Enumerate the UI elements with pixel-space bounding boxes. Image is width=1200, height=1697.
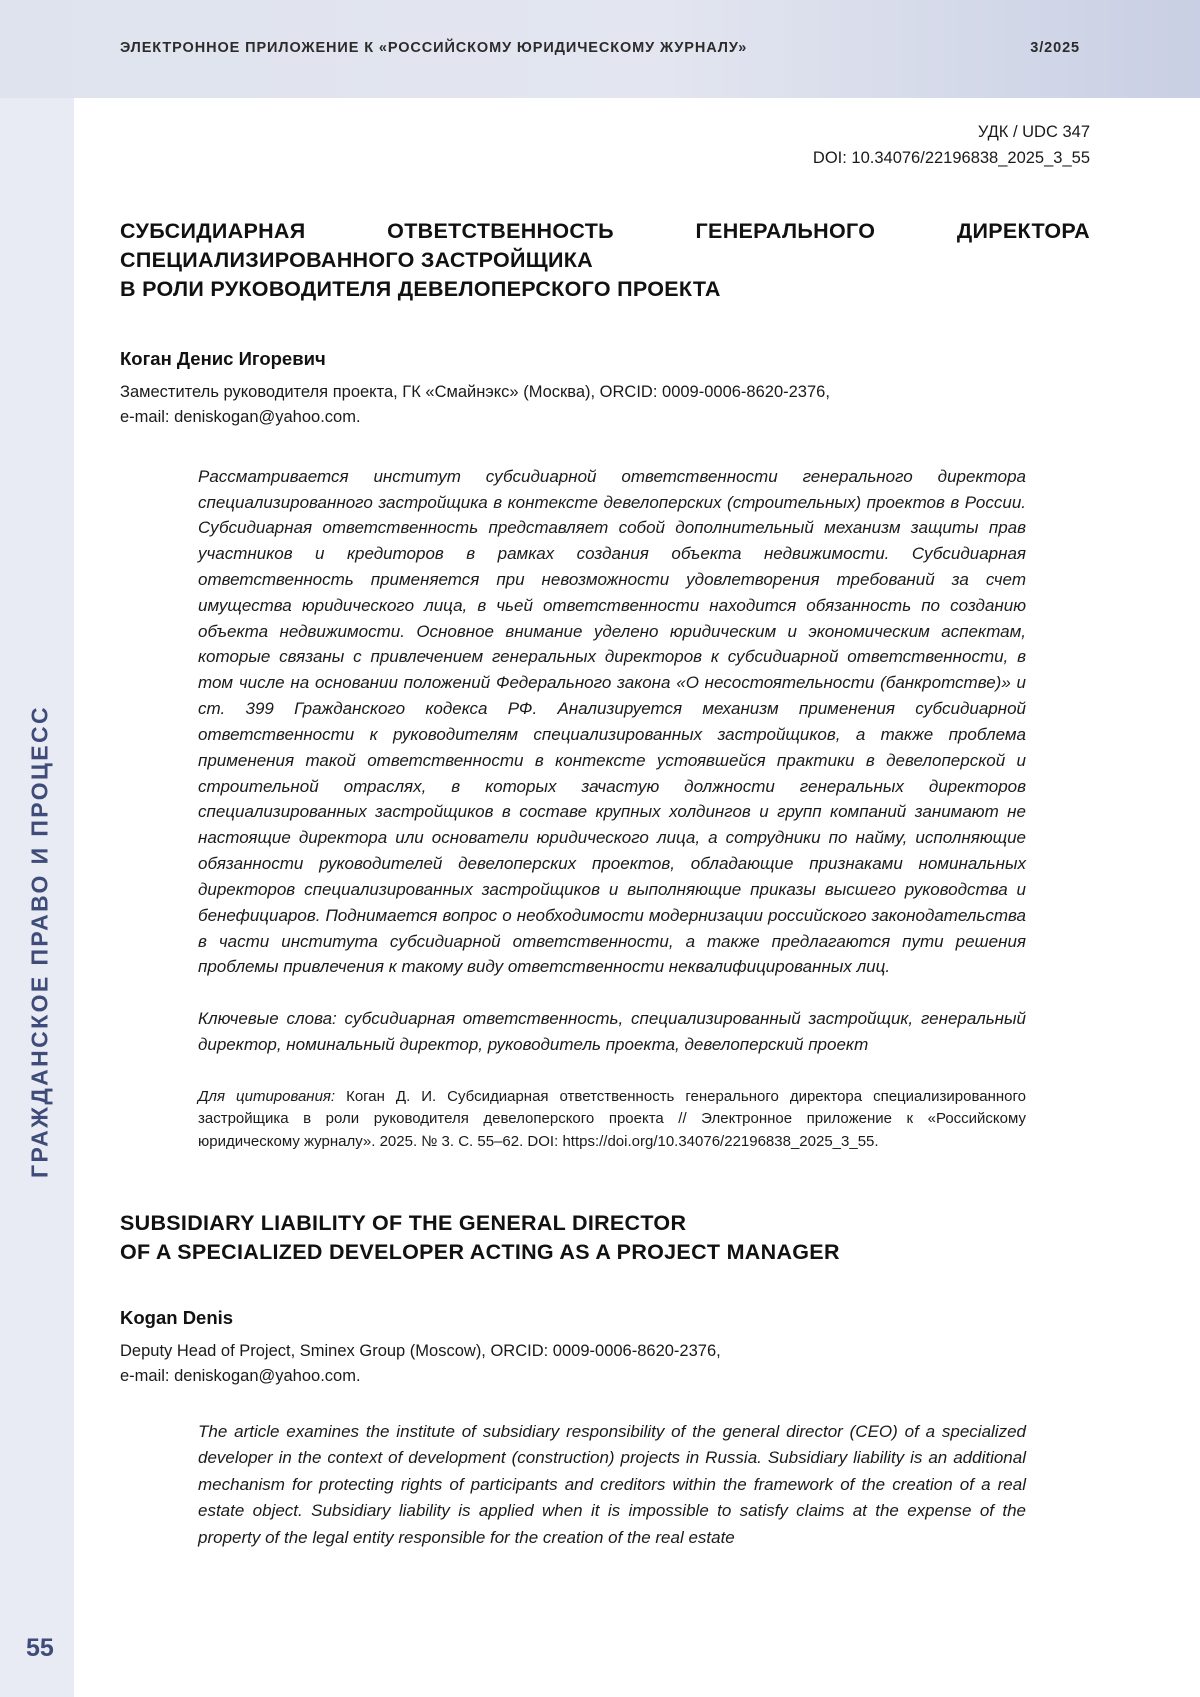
article-title-en — [120, 1209, 1090, 1267]
doi-code: DOI: 10.34076/22196838_2025_3_55 — [812, 148, 1090, 167]
author-affiliation-ru — [120, 380, 1090, 430]
page-header-band — [0, 0, 1200, 98]
citation-label-ru: Для цитирования: — [198, 1087, 347, 1105]
author-email-en: e-mail: deniskogan@yahoo.com. — [120, 1367, 361, 1386]
article-title-ru-line-2: СПЕЦИАЛИЗИРОВАННОГО ЗАСТРОЙЩИКА — [120, 248, 593, 273]
article-title-ru-line-1: СУБСИДИАРНАЯ ОТВЕТСТВЕННОСТЬ ГЕНЕРАЛЬНОГО ДИРЕКТОРА — [120, 219, 1090, 244]
author-name-ru: Коган Денис Игоревич — [120, 348, 326, 370]
citation-ru — [198, 1086, 1026, 1154]
article-title-en-line-2: OF A SPECIALIZED DEVELOPER ACTING AS A PROJECT MANAGER — [120, 1240, 840, 1265]
author-affiliation-en-line-1: Deputy Head of Project, Sminex Group (Moscow), ORCID: 0009-0006-8620-2376, — [120, 1342, 721, 1361]
author-name-en: Kogan Denis — [120, 1307, 234, 1329]
page-header-content — [120, 40, 1080, 56]
journal-title: ЭЛЕКТРОННОЕ ПРИЛОЖЕНИЕ К «РОССИЙСКОМУ ЮРИДИЧЕСКОМУ ЖУРНАЛУ» — [120, 40, 748, 56]
author-affiliation-en — [120, 1339, 1090, 1389]
rubric-label: ГРАЖДАНСКОЕ ПРАВО И ПРОЦЕСС — [26, 705, 53, 1178]
author-affiliation-ru-line-1: Заместитель руководителя проекта, ГК «Смайнэкс» (Москва), ORCID: 0009-0006-8620-2376, — [120, 383, 830, 402]
identifier-block — [120, 120, 1090, 171]
article-title-ru — [120, 217, 1090, 304]
abstract-en: The article examines the institute of subsidiary responsibility of the general director (CEO) of a specialized developer in the context of development (construction) projects in Russia. Subsidiary liability is an additional mechanism for protecting rights of participants and creditors within the framework of the creation of a real estate object. Subsidiary liability is applied when it is impossible to satisfy claims at the expense of the property of the legal entity responsible for the creation of the real estate — [198, 1421, 1026, 1547]
side-rubric-strip — [0, 98, 74, 1697]
article-content — [120, 120, 1090, 1569]
article-title-ru-line-3: В РОЛИ РУКОВОДИТЕЛЯ ДЕВЕЛОПЕРСКОГО ПРОЕКТА — [120, 277, 721, 302]
page-number: 55 — [26, 1634, 54, 1662]
keywords-ru: Ключевые слова: субсидиарная ответственность, специализированный застройщик, генеральный директор, номинальный директор, руководитель проекта, девелоперский проект — [198, 1009, 1026, 1055]
abstract-ru: Рассматривается институт субсидиарной ответственности генерального директора специализированного застройщика в контексте девелоперских (строительных) проектов в России. Субсидиарная ответственность представляет собой дополнительный механизм защиты прав участников и кредиторов в рамках создания объекта недвижимости. Субсидиарная ответственность применяется при невозможности удовлетворения требований за счет имущества юридического лица, в чьей ответственности находится обязанность по созданию объекта недвижимости. Основное внимание уделено юридическим и экономическим аспектам, которые связаны с привлечением генеральных директоров к субсидиарной ответственности, в том числе на основании положений Федерального закона «О несостоятельности (банкротстве)» и ст. 399 Гражданского кодекса РФ. Анализируется механизм применения субсидиарной ответственности к руководителям специализированных застройщиков, а также проблема применения такой ответственности в контексте устоявшейся практики в девелоперской и строительной отраслях, в которых зачастую должности генеральных директоров специализированных застройщиков в составе крупных холдингов и групп компаний занимают не настоящие директора или основатели юридического лица, а сотрудники по найму, исполняющие обязанности руководителей девелоперских проектов, обладающие признаками номинальных директоров специализированных застройщиков и выполняющие приказы высшего руководства и бенефициаров. Поднимается вопрос о необходимости модернизации российского законодательства в части института субсидиарной ответственности, а также предлагаются пути решения проблемы привлечения к такому виду ответственности неквалифицированных лиц. — [198, 466, 1026, 977]
udc-code: УДК / UDC 347 — [977, 123, 1090, 141]
author-email-ru: e-mail: deniskogan@yahoo.com. — [120, 407, 361, 426]
issue-number: 3/2025 — [1030, 40, 1080, 56]
article-title-en-line-1: SUBSIDIARY LIABILITY OF THE GENERAL DIRECTOR — [120, 1211, 687, 1236]
citation-text-ru: Коган Д. И. Субсидиарная ответственность генерального директора специализированного застройщика в роли руководителя девелоперского проекта // Электронное приложение к «Российскому юридическому журналу». 2025. № 3. С. 55–62. DOI: https://doi.org/10.34076/22196838_2025_3_55. — [198, 1087, 1026, 1150]
